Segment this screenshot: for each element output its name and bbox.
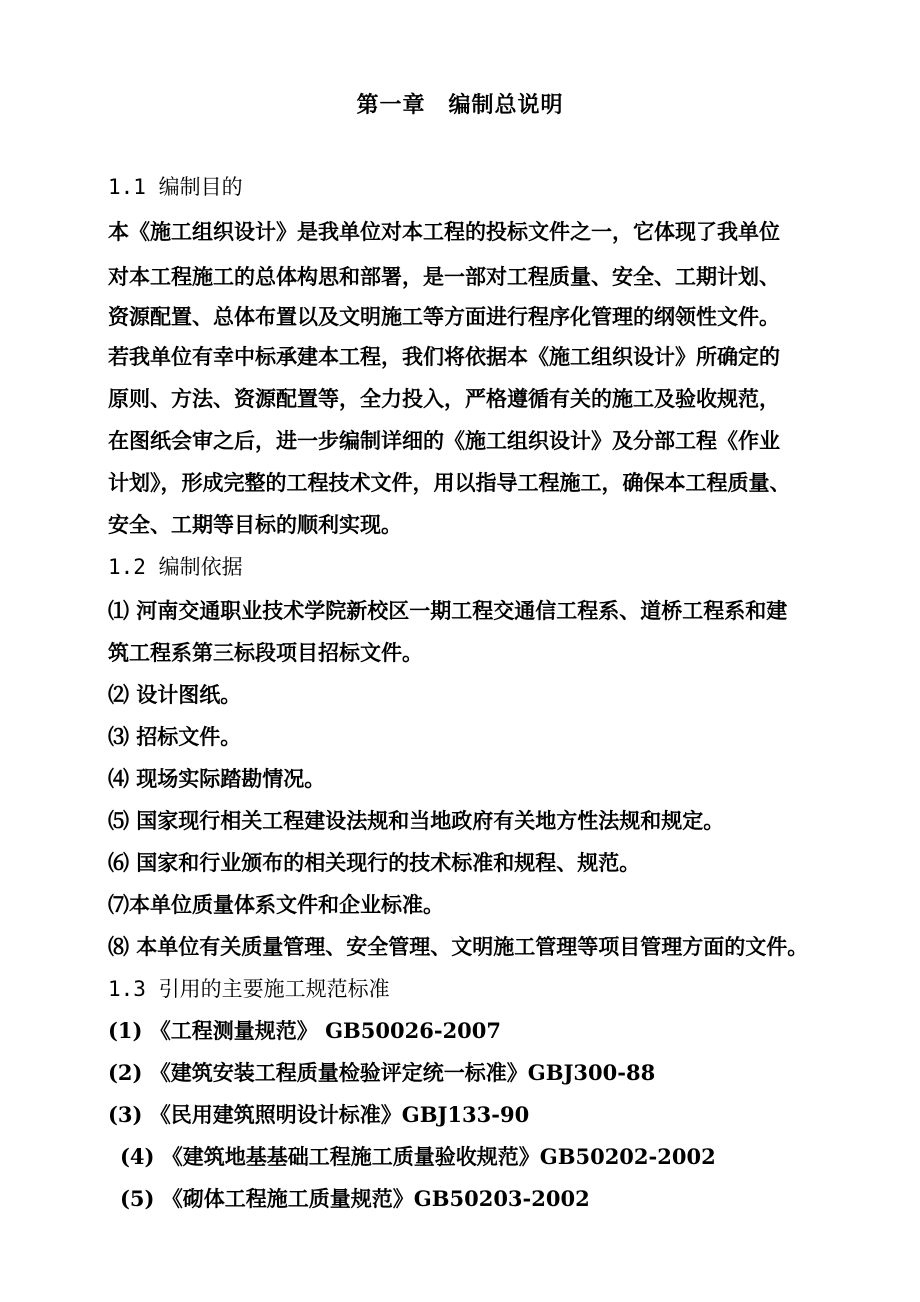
- list-item: ⑺本单位质量体系文件和企业标准。: [108, 892, 444, 917]
- section-heading-1-2: 1.2 编制依据: [108, 555, 243, 579]
- section-heading-1-3: 1.3 引用的主要施工规范标准: [108, 977, 390, 1001]
- list-item: ⑻ 本单位有关质量管理、安全管理、文明施工管理等项目管理方面的文件。: [108, 934, 809, 959]
- standard-item: (4) 《建筑地基基础工程施工质量验收规范》GB50202-2002: [120, 1144, 716, 1169]
- paragraph-line: 对本工程施工的总体构思和部署，是一部对工程质量、安全、工期计划、: [108, 264, 780, 289]
- paragraph-line: 原则、方法、资源配置等，全力投入，严格遵循有关的施工及验收规范，: [108, 386, 780, 411]
- paragraph-line: 在图纸会审之后，进一步编制详细的《施工组织设计》及分部工程《作业: [108, 428, 780, 453]
- standard-item: (1) 《工程测量规范》 GB50026-2007: [108, 1018, 502, 1043]
- list-item: ⑷ 现场实际踏勘情况。: [108, 766, 326, 791]
- list-item: ⑹ 国家和行业颁布的相关现行的技术标准和规程、规范。: [108, 850, 641, 875]
- standard-item: (5) 《砌体工程施工质量规范》GB50203-2002: [120, 1186, 590, 1211]
- list-item: ⑴ 河南交通职业技术学院新校区一期工程交通信工程系、道桥工程系和建: [108, 598, 788, 623]
- page-title: 第一章 编制总说明: [356, 92, 564, 118]
- section-heading-1-1: 1.1 编制目的: [108, 175, 243, 199]
- standard-item: (2) 《建筑安装工程质量检验评定统一标准》GBJ300-88: [108, 1060, 656, 1085]
- list-item: 筑工程系第三标段项目招标文件。: [108, 640, 423, 665]
- standard-item: (3) 《民用建筑照明设计标准》GBJ133-90: [108, 1102, 530, 1127]
- list-item: ⑸ 国家现行相关工程建设法规和当地政府有关地方性法规和规定。: [108, 808, 725, 833]
- paragraph-line: 若我单位有幸中标承建本工程，我们将依据本《施工组织设计》所确定的: [108, 344, 780, 369]
- paragraph-line: 计划》，形成完整的工程技术文件，用以指导工程施工，确保本工程质量、: [108, 470, 791, 495]
- paragraph-line: 本《施工组织设计》是我单位对本工程的投标文件之一，它体现了我单位: [108, 219, 780, 244]
- list-item: ⑶ 招标文件。: [108, 724, 242, 749]
- paragraph-line: 安全、工期等目标的顺利实现。: [108, 512, 402, 537]
- list-item: ⑵ 设计图纸。: [108, 682, 242, 707]
- paragraph-line: 资源配置、总体布置以及文明施工等方面进行程序化管理的纲领性文件。: [108, 304, 780, 329]
